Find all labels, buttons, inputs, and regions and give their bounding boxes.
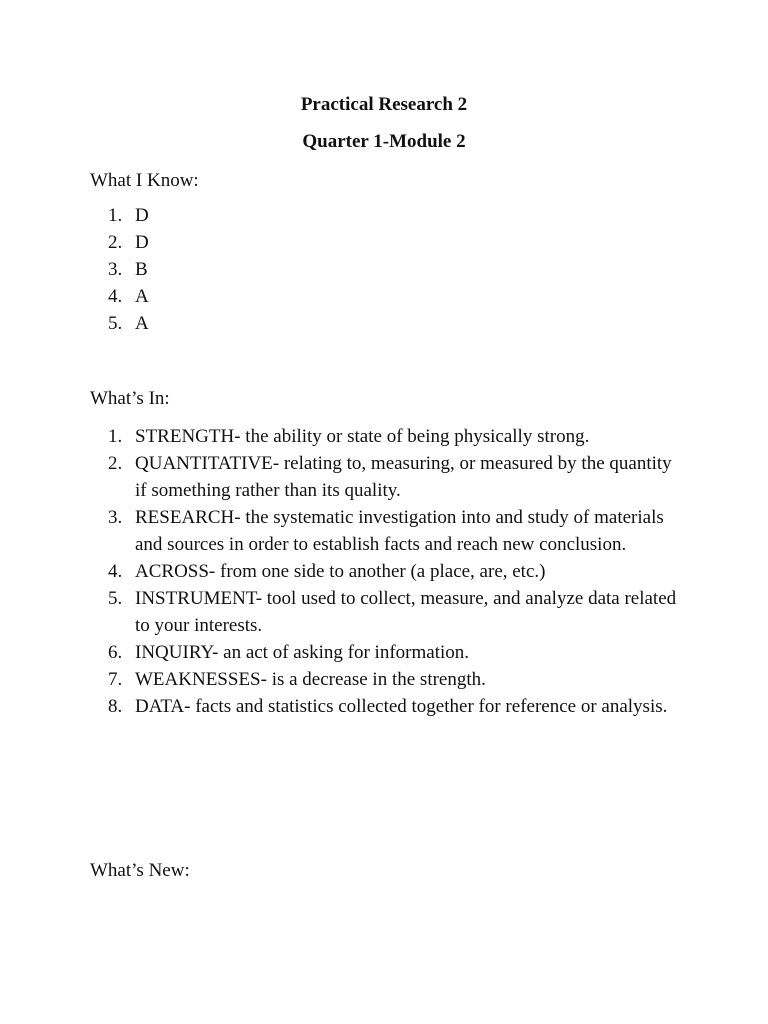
list-item: [108, 693, 688, 720]
item-definition: INQUIRY- an act of asking for information.: [135, 642, 470, 663]
whats-in-list: [108, 423, 688, 720]
list-item: [108, 558, 688, 585]
whats-in-heading: What’s In:: [90, 388, 170, 409]
list-item: [108, 585, 688, 639]
item-number: 5.: [108, 588, 123, 609]
item-definition: DATA- facts and statistics collected together for reference or analysis.: [135, 696, 668, 717]
item-number: 3.: [108, 259, 123, 280]
list-item: [108, 310, 688, 337]
item-definition: STRENGTH- the ability or state of being physically strong.: [135, 426, 590, 447]
item-number: 2.: [108, 232, 123, 253]
item-answer: D: [135, 232, 149, 253]
whats-new-heading: What’s New:: [90, 860, 190, 881]
item-answer: D: [135, 205, 149, 226]
list-item: [108, 229, 688, 256]
list-item: [108, 256, 688, 283]
list-item: [108, 423, 688, 450]
item-number: 4.: [108, 561, 123, 582]
list-item: [108, 666, 688, 693]
item-number: 6.: [108, 642, 123, 663]
what-i-know-heading: What I Know:: [90, 170, 199, 191]
document-title: Practical Research 2: [300, 94, 468, 115]
item-definition: ACROSS- from one side to another (a place, are, etc.): [135, 561, 546, 582]
item-answer: B: [135, 259, 148, 280]
list-item: [108, 504, 688, 558]
item-answer: A: [135, 313, 149, 334]
item-definition: RESEARCH- the systematic investigation into and study of materials and sources in order to establish facts and reach new conclusion.: [135, 507, 664, 555]
list-item: [108, 450, 688, 504]
item-number: 1.: [108, 426, 123, 447]
what-i-know-list: [108, 202, 688, 337]
item-number: 4.: [108, 286, 123, 307]
list-item: [108, 639, 688, 666]
item-number: 5.: [108, 313, 123, 334]
item-number: 8.: [108, 696, 123, 717]
item-number: 1.: [108, 205, 123, 226]
item-definition: WEAKNESSES- is a decrease in the strength.: [135, 669, 486, 690]
item-definition: QUANTITATIVE- relating to, measuring, or measured by the quantity if something rather than its quality.: [135, 453, 672, 501]
item-answer: A: [135, 286, 149, 307]
list-item: [108, 283, 688, 310]
item-definition: INSTRUMENT- tool used to collect, measure, and analyze data related to your interests.: [135, 588, 677, 636]
item-number: 7.: [108, 669, 123, 690]
list-item: [108, 202, 688, 229]
module-subtitle: Quarter 1-Module 2: [302, 131, 466, 152]
item-number: 2.: [108, 453, 123, 474]
item-number: 3.: [108, 507, 123, 528]
